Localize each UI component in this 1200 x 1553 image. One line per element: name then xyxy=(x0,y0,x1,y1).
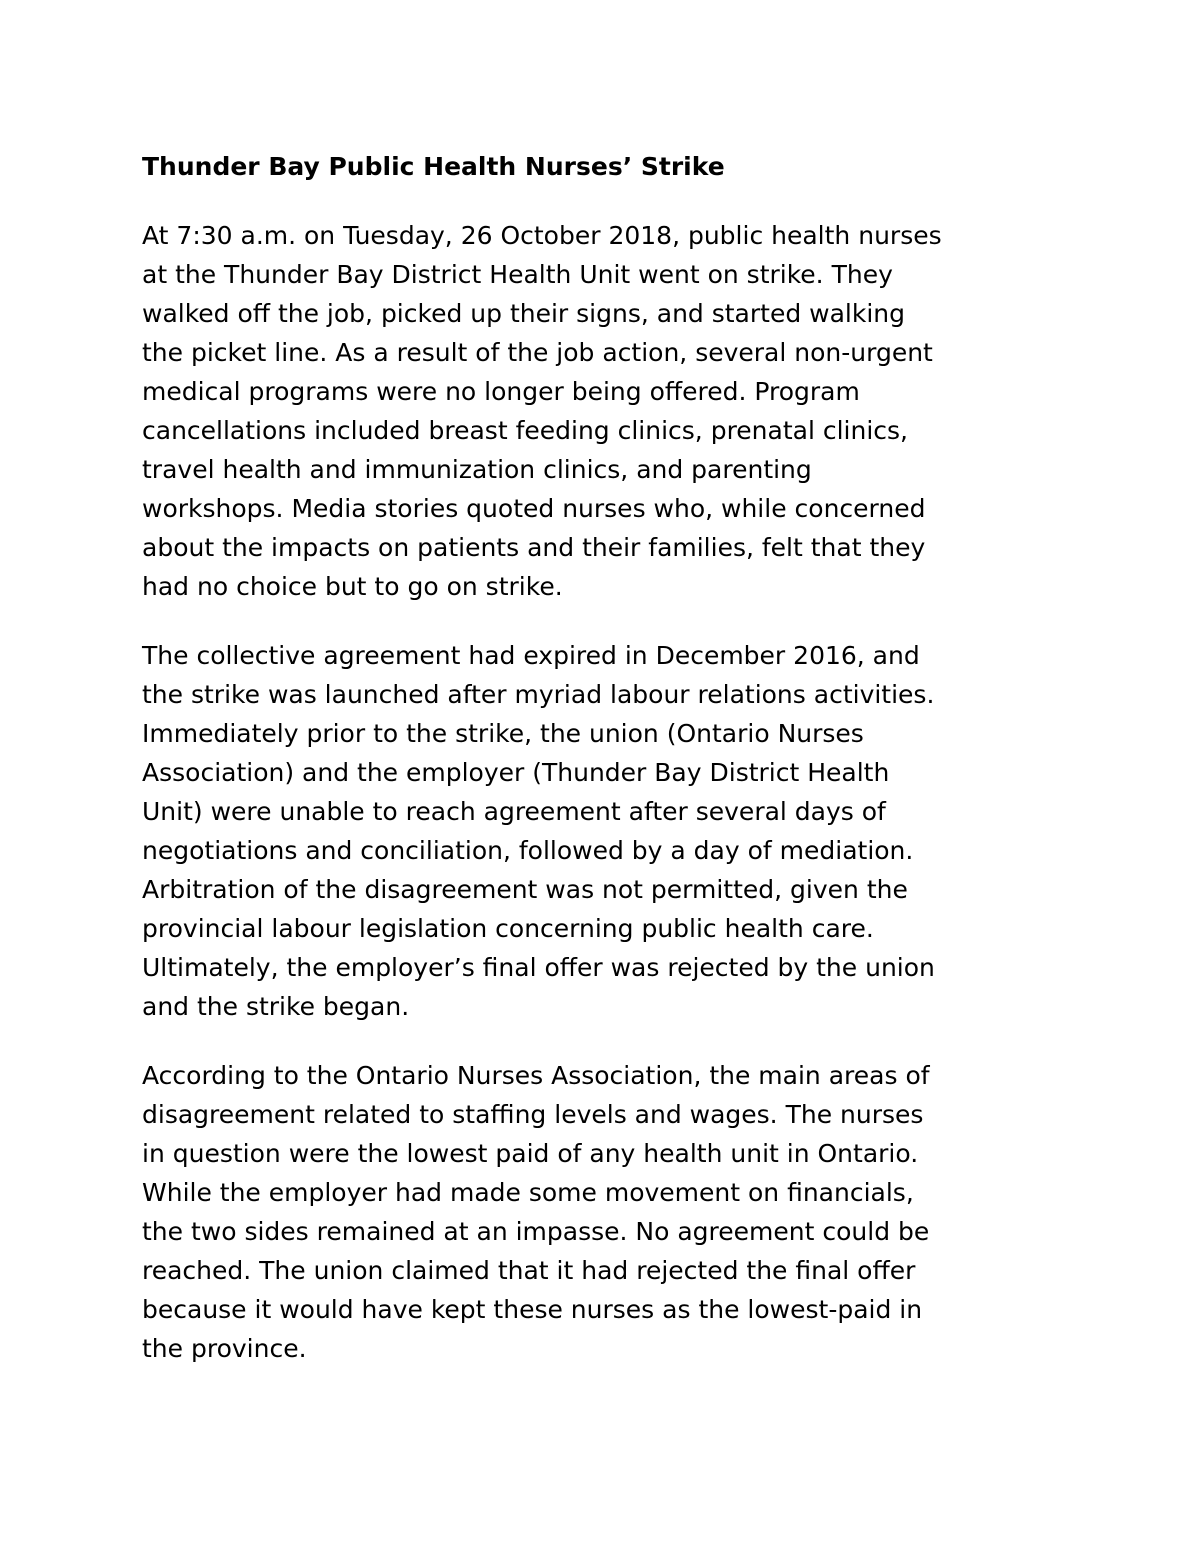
text-line: about the impacts on patients and their families, felt that they xyxy=(142,533,926,562)
paragraph-1 xyxy=(142,216,1062,606)
text-line: the picket line. As a result of the job action, several non-urgent xyxy=(142,338,933,367)
text-line: negotiations and conciliation, followed by a day of mediation. xyxy=(142,836,914,865)
text-line: While the employer had made some movement on financials, xyxy=(142,1178,914,1207)
text-line: walked off the job, picked up their signs, and started walking xyxy=(142,299,906,328)
document-body xyxy=(142,148,1062,1398)
text-line: workshops. Media stories quoted nurses who, while concerned xyxy=(142,494,926,523)
text-line: at the Thunder Bay District Health Unit went on strike. They xyxy=(142,260,893,289)
text-line: Unit) were unable to reach agreement after several days of xyxy=(142,797,886,826)
text-line: At 7:30 a.m. on Tuesday, 26 October 2018, public health nurses xyxy=(142,221,942,250)
text-line: medical programs were no longer being offered. Program xyxy=(142,377,860,406)
text-line: disagreement related to staffing levels and wages. The nurses xyxy=(142,1100,924,1129)
paragraph-3 xyxy=(142,1056,1062,1368)
text-line: provincial labour legislation concerning public health care. xyxy=(142,914,874,943)
paragraph-2 xyxy=(142,636,1062,1026)
text-line: cancellations included breast feeding clinics, prenatal clinics, xyxy=(142,416,909,445)
text-line: the province. xyxy=(142,1334,307,1363)
text-line: Immediately prior to the strike, the union (Ontario Nurses xyxy=(142,719,864,748)
text-line: Ultimately, the employer’s final offer was rejected by the union xyxy=(142,953,935,982)
text-line: had no choice but to go on strike. xyxy=(142,572,563,601)
text-line: because it would have kept these nurses as the lowest-paid in xyxy=(142,1295,923,1324)
text-line: and the strike began. xyxy=(142,992,410,1021)
text-line: the strike was launched after myriad labour relations activities. xyxy=(142,680,935,709)
text-line: in question were the lowest paid of any health unit in Ontario. xyxy=(142,1139,919,1168)
text-line: Association) and the employer (Thunder Bay District Health xyxy=(142,758,890,787)
text-line: reached. The union claimed that it had rejected the final offer xyxy=(142,1256,916,1285)
text-line: The collective agreement had expired in December 2016, and xyxy=(142,641,920,670)
text-line: the two sides remained at an impasse. No agreement could be xyxy=(142,1217,930,1246)
text-line: According to the Ontario Nurses Association, the main areas of xyxy=(142,1061,930,1090)
text-line: Arbitration of the disagreement was not permitted, given the xyxy=(142,875,908,904)
text-line: travel health and immunization clinics, and parenting xyxy=(142,455,812,484)
document-title: Thunder Bay Public Health Nurses’ Strike xyxy=(142,152,725,181)
